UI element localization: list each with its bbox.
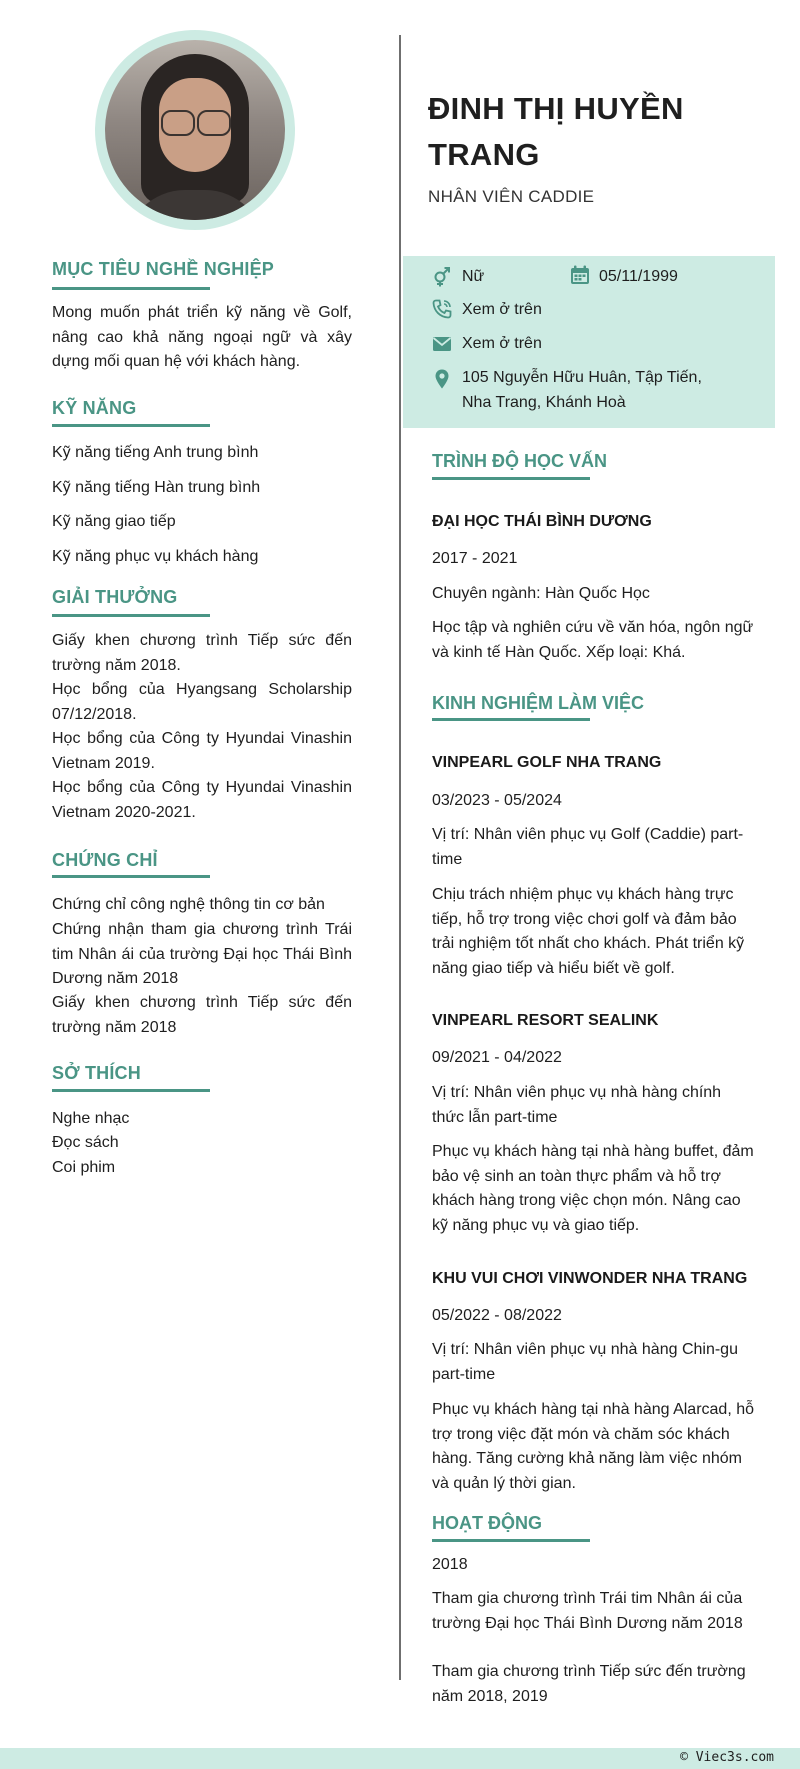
job-company: VINPEARL RESORT SEALINK xyxy=(432,1012,659,1029)
hobby-item: Nghe nhạc xyxy=(52,1110,130,1127)
footer-brand[interactable]: © Viec3s.com xyxy=(680,1750,774,1765)
candidate-name: ĐINH THỊ HUYỀN TRANG xyxy=(428,91,684,172)
job-description: Phục vụ khách hàng tại nhà hàng Alarcad, hỗ trợ trong việc đặt món và chăm sóc khách hàng. Tăng cường khả năng làm việc nhóm và quản lý thời gian. xyxy=(432,1401,755,1492)
activities-year: 2018 xyxy=(432,1556,468,1573)
phone-icon xyxy=(432,299,452,319)
profile-photo xyxy=(105,40,285,220)
phone-value: Xem ở trên xyxy=(462,301,542,318)
education-major: Chuyên ngành: Hàn Quốc Học xyxy=(432,585,650,602)
job-company: VINPEARL GOLF NHA TRANG xyxy=(432,754,662,771)
awards-title: GIẢI THƯỞNG xyxy=(52,587,178,607)
gender-value: Nữ xyxy=(462,268,485,285)
activities-title: HOẠT ĐỘNG xyxy=(432,1513,542,1533)
job-role: Vị trí: Nhân viên phục vụ nhà hàng chính thức lẫn part-time xyxy=(432,1084,722,1126)
objective-text: Mong muốn phát triển kỹ năng về Golf, nâng cao khả năng ngoại ngữ và xây dựng mối quan hệ với khách hàng. xyxy=(52,304,352,370)
gender-icon xyxy=(432,267,452,287)
certificate-item: Giấy khen chương trình Tiếp sức đến trường năm 2018 xyxy=(52,994,352,1036)
award-item: Học bổng của Công ty Hyundai Vinashin Vietnam 2019. xyxy=(52,730,352,772)
birthday-value: 05/11/1999 xyxy=(599,268,678,285)
job-description: Phục vụ khách hàng tại nhà hàng buffet, đảm bảo vệ sinh an toàn thực phẩm và hỗ trợ khách hàng trong việc chọn món. Nâng cao kỹ năng phục vụ và giao tiếp. xyxy=(432,1143,754,1234)
skill-item: Kỹ năng phục vụ khách hàng xyxy=(52,548,259,565)
calendar-icon xyxy=(570,265,590,285)
award-item: Giấy khen chương trình Tiếp sức đến trường năm 2018. xyxy=(52,632,352,674)
avatar xyxy=(95,30,295,230)
job-period: 09/2021 - 04/2022 xyxy=(432,1049,562,1066)
job-company: KHU VUI CHƠI VINWONDER NHA TRANG xyxy=(432,1270,748,1287)
certificate-item: Chứng nhận tham gia chương trình Trái tim Nhân ái của trường Đại học Thái Bình Dương năm 2018 xyxy=(52,921,352,987)
job-role: Vị trí: Nhân viên phục vụ Golf (Caddie) part-time xyxy=(432,826,744,868)
activity-item: Tham gia chương trình Tiếp sức đến trường năm 2018, 2019 xyxy=(432,1663,746,1705)
objective-underline xyxy=(52,287,210,290)
email-icon xyxy=(432,334,452,354)
skill-item: Kỹ năng tiếng Hàn trung bình xyxy=(52,479,261,496)
location-icon xyxy=(432,369,452,389)
skill-item: Kỹ năng giao tiếp xyxy=(52,513,176,530)
contact-panel xyxy=(403,256,775,428)
certificates-underline xyxy=(52,875,210,878)
job-period: 05/2022 - 08/2022 xyxy=(432,1307,562,1324)
award-item: Học bổng của Công ty Hyundai Vinashin Vietnam 2020-2021. xyxy=(52,779,352,821)
experience-title: KINH NGHIỆM LÀM VIỆC xyxy=(432,693,645,713)
hobby-item: Coi phim xyxy=(52,1159,116,1176)
hobbies-title: SỞ THÍCH xyxy=(52,1063,141,1083)
education-underline xyxy=(432,477,590,480)
education-title: TRÌNH ĐỘ HỌC VẤN xyxy=(432,451,607,471)
skill-item: Kỹ năng tiếng Anh trung bình xyxy=(52,444,259,461)
hobby-item: Đọc sách xyxy=(52,1134,119,1151)
skills-underline xyxy=(52,424,210,427)
candidate-position: NHÂN VIÊN CADDIE xyxy=(428,187,595,206)
job-period: 03/2023 - 05/2024 xyxy=(432,792,562,809)
activities-underline xyxy=(432,1539,590,1542)
education-description: Học tập và nghiên cứu về văn hóa, ngôn ngữ và kinh tế Hàn Quốc. Xếp loại: Khá. xyxy=(432,619,754,661)
award-item: Học bổng của Hyangsang Scholarship 07/12/2018. xyxy=(52,681,352,723)
footer-bar xyxy=(0,1748,800,1769)
objective-title: MỤC TIÊU NGHỀ NGHIỆP xyxy=(52,259,275,279)
address-value: 105 Nguyễn Hữu Huân, Tập Tiến, Nha Trang, Khánh Hoà xyxy=(462,369,702,411)
job-role: Vị trí: Nhân viên phục vụ nhà hàng Chin-gu part-time xyxy=(432,1341,738,1383)
hobbies-underline xyxy=(52,1089,210,1092)
certificate-item: Chứng chỉ công nghệ thông tin cơ bản xyxy=(52,896,325,913)
column-divider xyxy=(399,35,401,1680)
skills-title: KỸ NĂNG xyxy=(52,398,137,418)
education-school: ĐẠI HỌC THÁI BÌNH DƯƠNG xyxy=(432,513,652,530)
email-value: Xem ở trên xyxy=(462,335,542,352)
job-description: Chịu trách nhiệm phục vụ khách hàng trực tiếp, hỗ trợ trong việc chơi golf và đảm bảo trải nghiệm tốt nhất cho khách. Phát triển kỹ năng giao tiếp và hiểu biết về golf. xyxy=(432,886,745,977)
experience-underline xyxy=(432,718,590,721)
certificates-title: CHỨNG CHỈ xyxy=(52,850,158,870)
awards-underline xyxy=(52,614,210,617)
education-period: 2017 - 2021 xyxy=(432,550,518,567)
activity-item: Tham gia chương trình Trái tim Nhân ái của trường Đại học Thái Bình Dương năm 2018 xyxy=(432,1590,743,1632)
